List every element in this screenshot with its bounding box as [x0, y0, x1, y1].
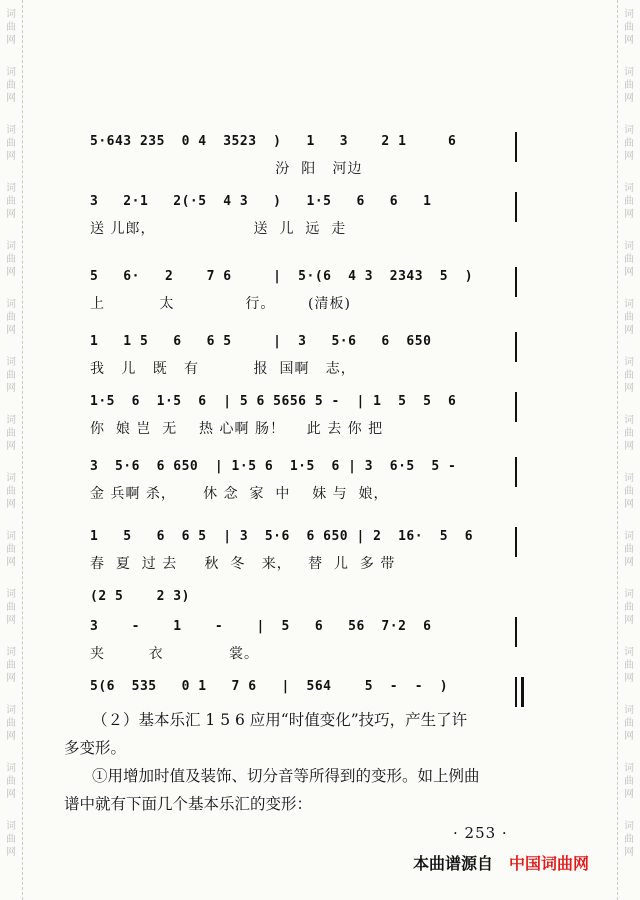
score-line [80, 390, 530, 450]
score-line [80, 330, 530, 390]
notation: (2 5 2 3) [90, 589, 190, 604]
watermark-text: 词 曲 网 [624, 647, 634, 684]
lyric: 汾 阳 河边 [90, 161, 363, 177]
notation: 5·643 235 0 4 3523 ) 1 3 2 1 6 [90, 134, 457, 149]
right-margin [617, 0, 640, 900]
paragraph-1: （２）基本乐汇 1 5 6 应用“时值变化”技巧，产生了许 [92, 711, 468, 729]
watermark-text: 词 曲 网 [624, 241, 634, 278]
watermark-text: 词 曲 网 [6, 357, 16, 394]
page-number: · 253 · [453, 824, 508, 842]
lyric: 夹 衣 裳。 [90, 646, 260, 662]
paragraph-2-cont: 谱中就有下面几个基本乐汇的变形： [64, 795, 313, 813]
barline [515, 617, 517, 647]
score-line [80, 190, 530, 250]
notation: 1·5 6 1·5 6 | 5 6 5656 5 - | 1 5 5 6 [90, 394, 457, 409]
watermark-text: 词 曲 网 [6, 299, 16, 336]
notation: 1 1 5 6 6 5 | 3 5·6 6 650 [90, 334, 432, 349]
source-label: 本曲谱源自 [413, 854, 494, 873]
barline [515, 527, 517, 557]
notation: 5 6· 2 7 6 | 5·(6 4 3 2343 5 ) [90, 269, 474, 284]
watermark-text: 词 曲 网 [6, 763, 16, 800]
watermark-text: 词 曲 网 [6, 647, 16, 684]
watermark-text: 词 曲 网 [624, 299, 634, 336]
watermark-text: 词 曲 网 [624, 183, 634, 220]
score-line [80, 525, 530, 585]
source-footer [413, 851, 589, 874]
lyric: 我 儿 既 有 报 国啊 志， [90, 361, 356, 377]
watermark-text: 词 曲 网 [624, 763, 634, 800]
brand-logo-text[interactable]: 中国词曲网 [509, 854, 590, 873]
barline [515, 267, 517, 297]
watermark-text: 词 曲 网 [624, 9, 634, 46]
watermark-text: 词 曲 网 [6, 67, 16, 104]
left-margin [0, 0, 23, 900]
paragraph-1-cont: 多变形。 [64, 739, 127, 757]
watermark-text: 词 曲 网 [624, 357, 634, 394]
paragraph-2: ①用增加时值及装饰、切分音等所得到的变形。如上例曲 [92, 767, 480, 785]
watermark-text: 词 曲 网 [624, 821, 634, 858]
final-barline [521, 677, 524, 707]
barline [515, 132, 517, 162]
score-line [80, 130, 530, 190]
score-line [80, 455, 530, 515]
barline [515, 677, 517, 707]
watermark-text: 词 曲 网 [6, 9, 16, 46]
notation: 5(6 535 0 1 7 6 | 564 5 - - ) [90, 679, 449, 694]
watermark-text: 词 曲 网 [624, 531, 634, 568]
lyric: 春 夏 过 去 秋 冬 来， 替 儿 多 带 [90, 556, 396, 572]
watermark-text: 词 曲 网 [624, 415, 634, 452]
watermark-text: 词 曲 网 [6, 125, 16, 162]
barline [515, 457, 517, 487]
lyric: 你 娘 岂 无 热 心啊 肠！ 此 去 你 把 [90, 421, 384, 437]
watermark-text: 词 曲 网 [6, 821, 16, 858]
lyric: 上 太 行。 (清板) [90, 296, 351, 312]
watermark-text: 词 曲 网 [6, 531, 16, 568]
watermark-text: 词 曲 网 [6, 705, 16, 742]
notation: 3 2·1 2(·5 4 3 ) 1·5 6 6 1 [90, 194, 432, 209]
barline [515, 332, 517, 362]
notation: 3 - 1 - | 5 6 56 7·2 6 [90, 619, 432, 634]
watermark-text: 词 曲 网 [624, 67, 634, 104]
watermark-text: 词 曲 网 [624, 589, 634, 626]
barline [515, 392, 517, 422]
watermark-text: 词 曲 网 [624, 125, 634, 162]
score-line [80, 265, 530, 325]
notation: 3 5·6 6 650 | 1·5 6 1·5 6 | 3 6·5 5 - [90, 459, 457, 474]
watermark-text: 词 曲 网 [6, 473, 16, 510]
lyric: 送 儿郎， 送 儿 远 走 [90, 221, 347, 237]
watermark-text: 词 曲 网 [6, 183, 16, 220]
barline [515, 192, 517, 222]
watermark-text: 词 曲 网 [6, 589, 16, 626]
watermark-text: 词 曲 网 [624, 473, 634, 510]
watermark-text: 词 曲 网 [6, 241, 16, 278]
lyric: 金 兵啊 杀， 休 念 家 中 妹 与 娘， [90, 486, 389, 502]
notation: 1 5 6 6 5 | 3 5·6 6 650 | 2 16· 5 6 [90, 529, 474, 544]
watermark-text: 词 曲 网 [6, 415, 16, 452]
watermark-text: 词 曲 网 [624, 705, 634, 742]
score-line [80, 615, 530, 675]
